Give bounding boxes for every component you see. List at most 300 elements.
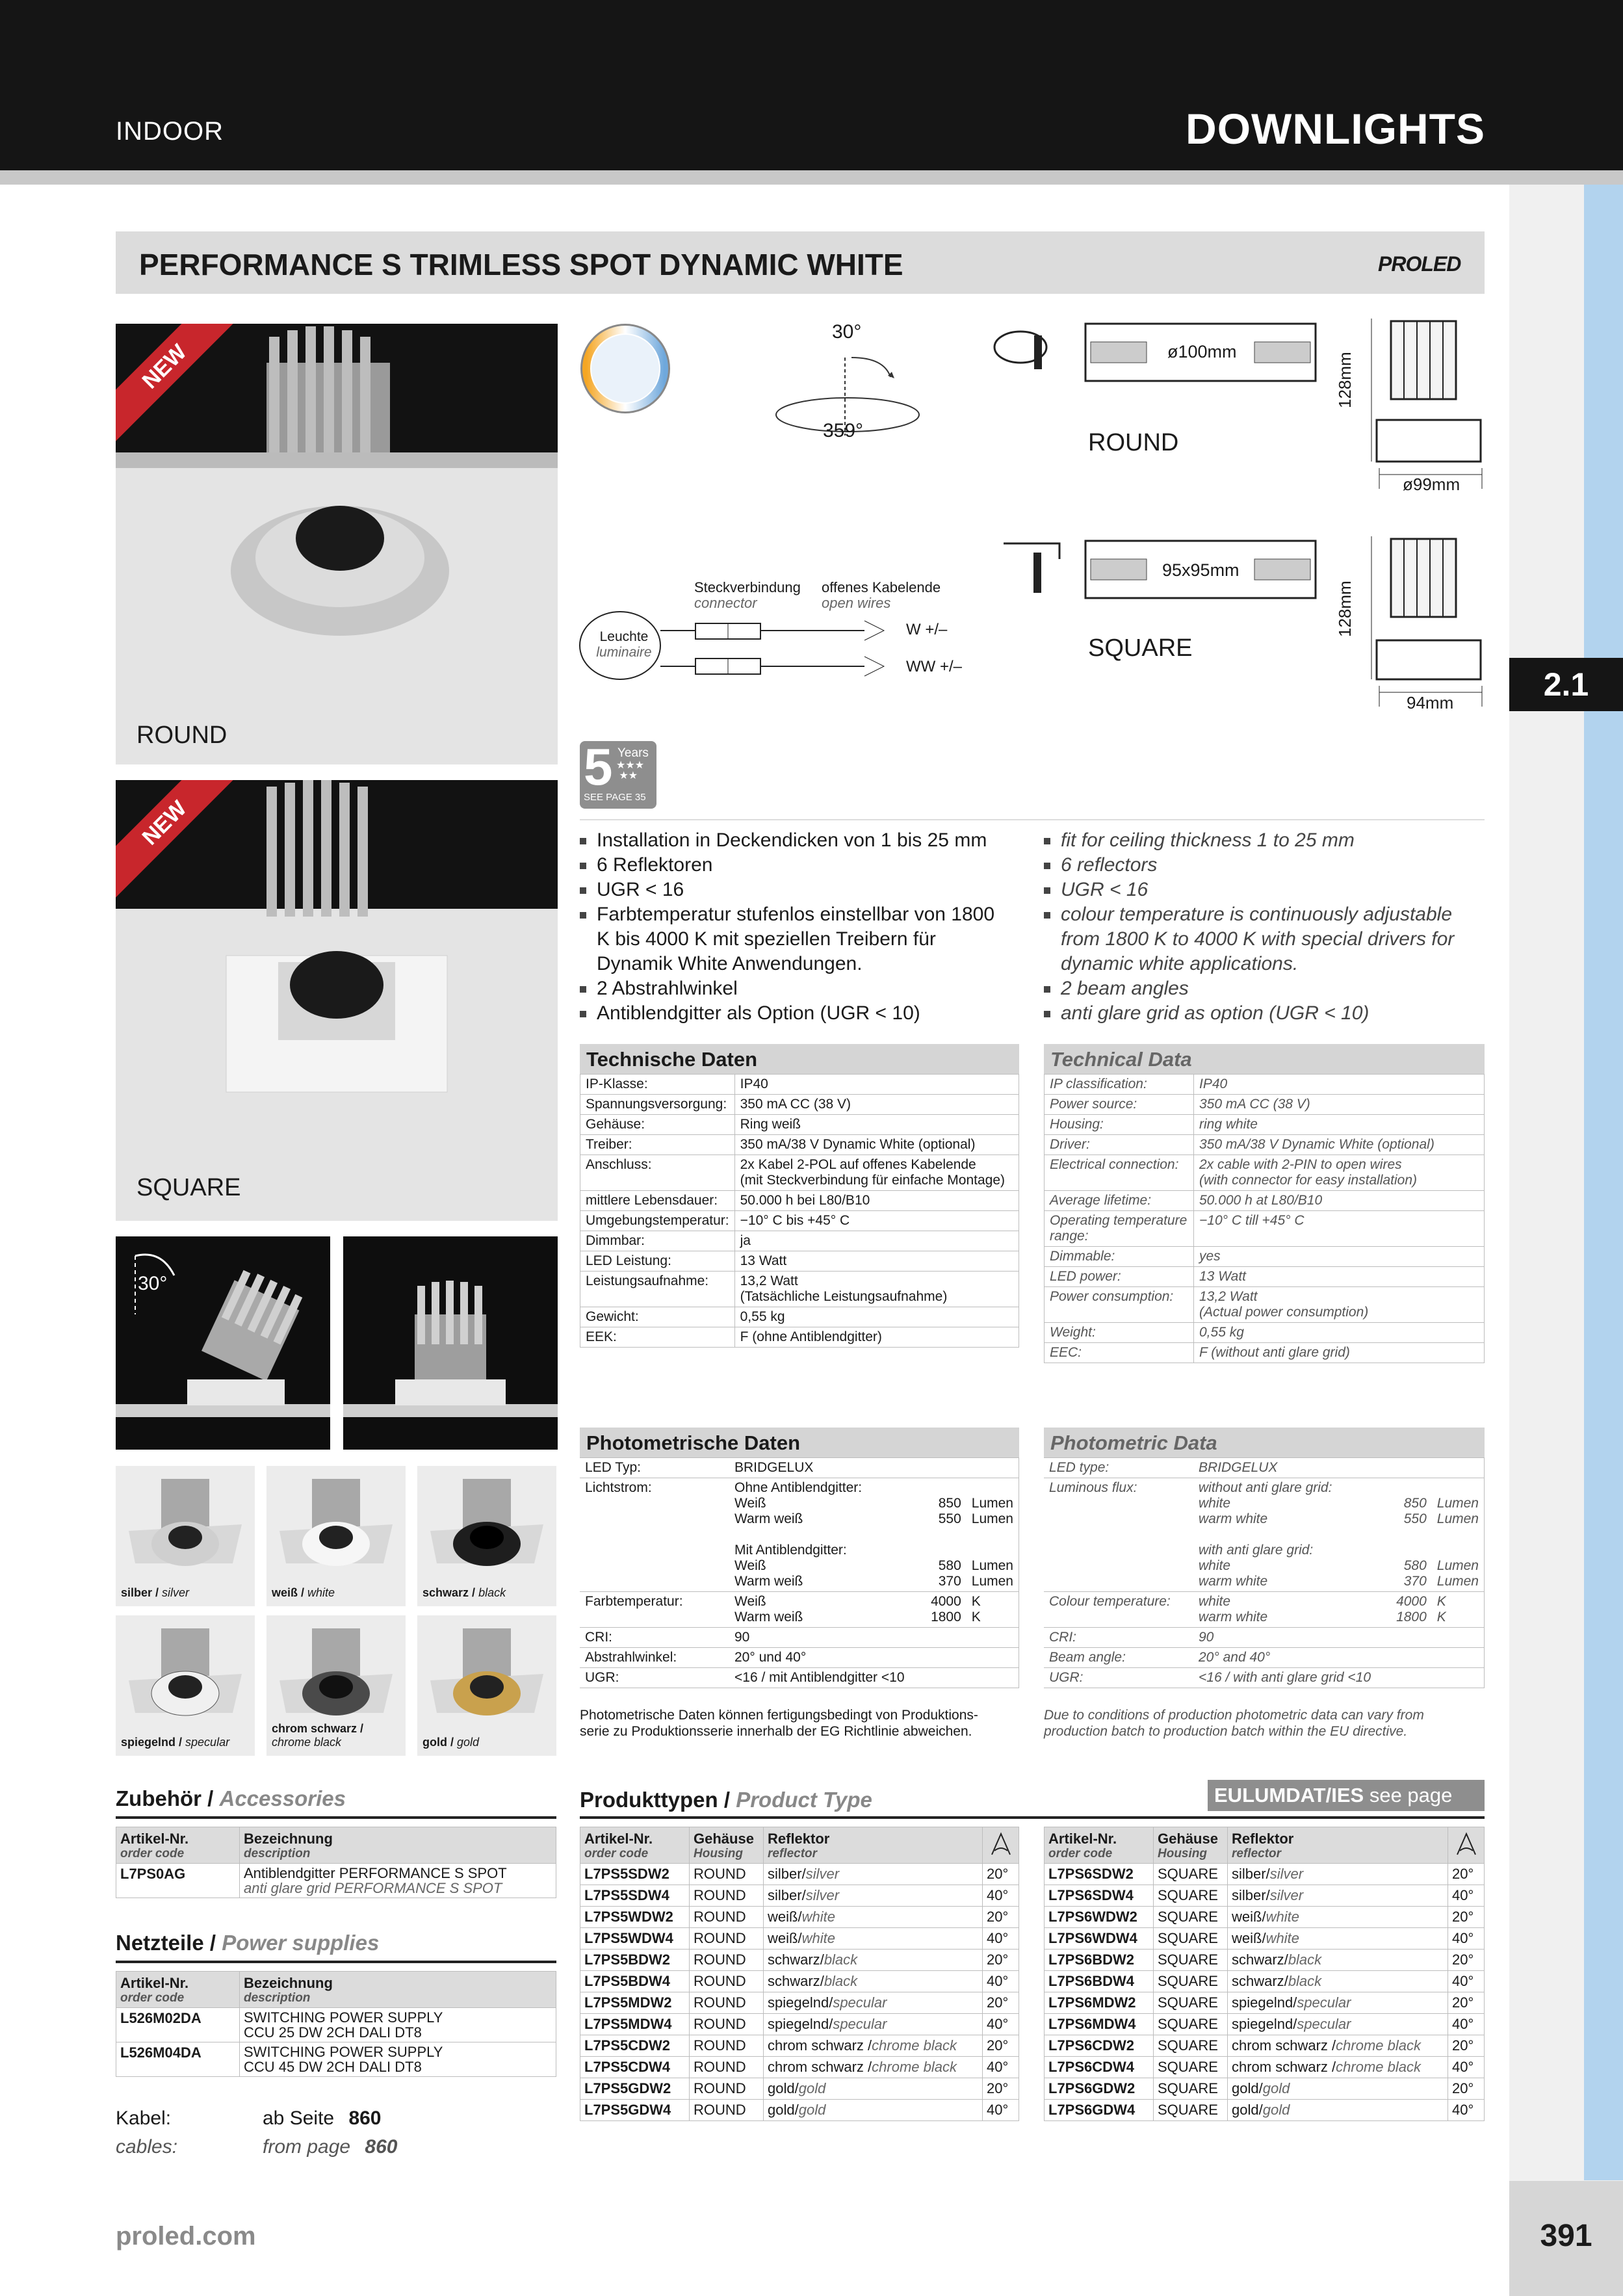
article-code: L7PS5GDW2 (580, 2078, 690, 2100)
reflector: schwarz/black (1228, 1950, 1448, 1971)
spec-value: white warm white (1193, 1592, 1380, 1628)
feature-item: 2 beam angles (1041, 976, 1490, 1001)
spec-value (915, 1648, 967, 1668)
table-row (1044, 1648, 1485, 1668)
housing: SQUARE (1154, 2078, 1228, 2100)
article-code: L7PS5SDW2 (580, 1864, 690, 1885)
table-row (1045, 1155, 1485, 1191)
spec-value: Ring weiß (734, 1115, 1019, 1135)
round-mount-icon (991, 322, 1069, 381)
chapter-color-strip (1584, 185, 1623, 2180)
spec-label: Beam angle: (1044, 1648, 1193, 1668)
col-code-header: Artikel-Nr. order code (1045, 1827, 1154, 1864)
housing: ROUND (690, 2078, 764, 2100)
table-row (580, 1115, 1019, 1135)
table-row[interactable] (580, 1885, 1019, 1907)
spec-label: Spannungsversorgung: (580, 1095, 735, 1115)
table-row[interactable] (1045, 1907, 1485, 1928)
tilt-angle-label: 30° (138, 1273, 168, 1294)
article-code: L7PS6CDW2 (1045, 2035, 1154, 2057)
feature-item: anti glare grid as option (UGR < 10) (1041, 1001, 1490, 1026)
table-row (1044, 1628, 1485, 1648)
feature-item: Installation in Deckendicken von 1 bis 25 mm (577, 828, 1000, 853)
spec-value: IP40 (734, 1075, 1019, 1095)
table-row[interactable] (1045, 1971, 1485, 1992)
beam-angle-icon (1448, 1827, 1485, 1864)
footer-url[interactable]: proled.com (116, 2222, 256, 2250)
table-row (580, 1458, 1019, 1478)
article-code: L7PS6SDW4 (1045, 1885, 1154, 1907)
straight-photo (343, 1236, 558, 1450)
spec-label: CRI: (1044, 1628, 1193, 1648)
table-header (116, 1827, 556, 1864)
new-badge: NEW (116, 324, 244, 446)
col-reflector-header: Reflektor reflector (764, 1827, 983, 1864)
spec-label: Lichtstrom: (580, 1478, 729, 1592)
connector-label: Steckverbindung connector (694, 579, 801, 611)
warranty-badge[interactable] (580, 738, 656, 809)
reflector: schwarz/black (1228, 1971, 1448, 1992)
table-header (116, 1972, 556, 2008)
spec-label: Electrical connection: (1045, 1155, 1194, 1191)
spec-value: 850 550 580 370 (1380, 1478, 1432, 1592)
reflector: gold/gold (1228, 2078, 1448, 2100)
table-row[interactable] (116, 2008, 556, 2042)
round-side-dimension-diagram (1345, 319, 1488, 494)
tech-data-heading-en: Technical Data (1044, 1044, 1485, 1074)
spec-value: 20° und 40° (729, 1648, 915, 1668)
reflector: silber/silver (764, 1864, 983, 1885)
article-code: L7PS6CDW4 (1045, 2057, 1154, 2078)
reflector: weiß/white (764, 1907, 983, 1928)
spec-value: 350 mA CC (38 V) (734, 1095, 1019, 1115)
table-header (1045, 1827, 1485, 1864)
table-row (580, 1307, 1019, 1327)
beam-angle: 40° (983, 2057, 1019, 2078)
spec-value: yes (1194, 1247, 1485, 1267)
spec-value (1380, 1648, 1432, 1668)
spec-value: 4000 1800 (1380, 1592, 1432, 1628)
article-code: L7PS5GDW4 (580, 2100, 690, 2121)
spec-label: Average lifetime: (1045, 1191, 1194, 1211)
table-row (1045, 1287, 1485, 1323)
table-row (580, 1327, 1019, 1348)
article-code: L7PS6MDW4 (1045, 2014, 1154, 2035)
spec-value: K K (1432, 1592, 1485, 1628)
spec-label: Farbtemperatur: (580, 1592, 729, 1628)
housing: ROUND (690, 2057, 764, 2078)
spec-value: <16 / with anti glare grid <10 (1193, 1668, 1380, 1688)
table-row[interactable] (580, 1950, 1019, 1971)
article-code: L7PS5MDW4 (580, 2014, 690, 2035)
table-row (580, 1272, 1019, 1307)
features-de (577, 828, 1000, 1026)
article-code: L7PS5BDW4 (580, 1971, 690, 1992)
housing: ROUND (690, 1885, 764, 1907)
tilt-angle: 30° (832, 321, 862, 343)
housing: SQUARE (1154, 1992, 1228, 2014)
spec-value: 20° and 40° (1193, 1648, 1380, 1668)
spec-label: UGR: (1044, 1668, 1193, 1688)
specular-finish-image (116, 1615, 255, 1756)
reflector: spiegelnd/specular (764, 1992, 983, 2014)
warranty-see-page: SEE PAGE 35 (584, 792, 646, 803)
housing: ROUND (690, 2035, 764, 2057)
housing: SQUARE (1154, 2057, 1228, 2078)
photometric-heading-en: Photometric Data (1044, 1428, 1485, 1457)
housing: SQUARE (1154, 2100, 1228, 2121)
product-photo-round (116, 324, 558, 764)
spec-label: EEC: (1045, 1343, 1194, 1363)
cables-ref-en: from page 860 (263, 2136, 398, 2158)
spec-value (1380, 1458, 1432, 1478)
table-row[interactable] (1045, 2057, 1485, 2078)
open-wires-label: offenes Kabelende open wires (822, 579, 941, 611)
spec-value: without anti glare grid: white warm white with anti glare grid: white warm white (1193, 1478, 1380, 1592)
spec-value: 50.000 h bei L80/B10 (734, 1191, 1019, 1211)
spec-label: EEK: (580, 1327, 735, 1348)
spec-label: LED Leistung: (580, 1251, 735, 1272)
reflector: weiß/white (1228, 1907, 1448, 1928)
square-label: SQUARE (136, 1174, 241, 1201)
housing: SQUARE (1154, 1864, 1228, 1885)
product-table-square (1044, 1827, 1485, 2121)
feature-item: UGR < 16 (1041, 878, 1490, 902)
housing: ROUND (690, 1864, 764, 1885)
swatch-caption: chrom schwarz / chrome black (272, 1722, 364, 1749)
table-row (580, 1135, 1019, 1155)
beam-angle: 40° (983, 2014, 1019, 2035)
table-row[interactable] (1045, 1928, 1485, 1950)
spec-value (1432, 1628, 1485, 1648)
wire-ww-label: WW +/– (906, 658, 963, 675)
table-row (1045, 1135, 1485, 1155)
feature-item: 6 reflectors (1041, 853, 1490, 878)
table-row[interactable] (1045, 1864, 1485, 1885)
reflector: chrom schwarz /chrome black (1228, 2057, 1448, 2078)
spec-label: Luminous flux: (1044, 1478, 1193, 1592)
table-row[interactable] (116, 1864, 556, 1898)
table-row[interactable] (116, 2042, 556, 2077)
beam-angle: 20° (1448, 1992, 1485, 2014)
tech-data-table-de (580, 1074, 1019, 1348)
silver-finish-image (116, 1466, 255, 1606)
cables-page-link[interactable]: 860 (348, 2107, 382, 2129)
square-cutout-size: 95x95mm (1162, 560, 1240, 580)
divider (580, 819, 1485, 820)
spec-value (1432, 1458, 1485, 1478)
spec-value: 0,55 kg (734, 1307, 1019, 1327)
finish-swatch-chrome-black[interactable] (266, 1615, 406, 1756)
beam-angle: 20° (983, 1907, 1019, 1928)
beam-angle: 20° (983, 1992, 1019, 2014)
table-row (580, 1668, 1019, 1688)
cables-page-link[interactable]: 860 (365, 2136, 398, 2158)
product-table-round (580, 1827, 1019, 2121)
spec-label: Driver: (1045, 1135, 1194, 1155)
reflector: silber/silver (1228, 1864, 1448, 1885)
beam-angle: 40° (983, 1971, 1019, 1992)
gold-finish-image (417, 1615, 556, 1756)
page-number: 391 (1540, 2219, 1592, 2253)
housing: SQUARE (1154, 2035, 1228, 2057)
table-row[interactable] (580, 2057, 1019, 2078)
tilted-spot-image (116, 1236, 330, 1450)
beam-angle: 20° (983, 1864, 1019, 1885)
article-code: L7PS6GDW4 (1045, 2100, 1154, 2121)
housing: ROUND (690, 1971, 764, 1992)
article-description: SWITCHING POWER SUPPLY CCU 45 DW 2CH DALI DT8 (240, 2042, 556, 2077)
square-height: 128mm (1335, 581, 1355, 637)
swatch-caption: silber / silver (121, 1586, 190, 1599)
beam-angle: 40° (1448, 2057, 1485, 2078)
spec-label: UGR: (580, 1668, 729, 1688)
table-row (580, 1095, 1019, 1115)
col-code-header: Artikel-Nr. order code (116, 1972, 240, 2008)
section-label: INDOOR (116, 117, 224, 146)
table-row (1045, 1323, 1485, 1343)
round-label: ROUND (136, 722, 227, 749)
spec-label: mittlere Lebensdauer: (580, 1191, 735, 1211)
spec-label: IP-Klasse: (580, 1075, 735, 1095)
luminaire-label: Leuchte luminaire (596, 629, 652, 660)
finish-swatch-specular[interactable] (116, 1615, 255, 1756)
housing: SQUARE (1154, 2014, 1228, 2035)
finish-swatch-silver[interactable] (116, 1466, 255, 1606)
warranty-years-number: 5 (584, 738, 613, 796)
beam-angle: 40° (1448, 1971, 1485, 1992)
warranty-stars-icon: ★★★ ★★ (616, 760, 645, 781)
divider (580, 1816, 1485, 1819)
table-row[interactable] (580, 1907, 1019, 1928)
table-row (1045, 1343, 1485, 1363)
spec-value: 13,2 Watt (Actual power consumption) (1194, 1287, 1485, 1323)
table-row[interactable] (580, 1971, 1019, 1992)
feature-item: fit for ceiling thickness 1 to 25 mm (1041, 828, 1490, 853)
table-row[interactable] (1045, 2100, 1485, 2121)
finish-swatch-gold[interactable] (417, 1615, 556, 1756)
spec-label: IP classification: (1045, 1075, 1194, 1095)
cables-ref-de: ab Seite 860 (263, 2107, 382, 2129)
table-row[interactable] (1045, 1885, 1485, 1907)
spec-label: Gewicht: (580, 1307, 735, 1327)
beam-angle: 20° (1448, 2078, 1485, 2100)
table-row[interactable] (1045, 2078, 1485, 2100)
spec-label: Operating temperature range: (1045, 1211, 1194, 1247)
beam-angle: 20° (1448, 1950, 1485, 1971)
beam-angle: 40° (1448, 1928, 1485, 1950)
product-types-heading: Produkttypen / Product Type (580, 1788, 872, 1812)
spec-value: Ohne Antiblendgitter: Weiß Warm weiß Mit Antiblendgitter: Weiß Warm weiß (729, 1478, 915, 1592)
table-row (1045, 1211, 1485, 1247)
beam-angle: 20° (983, 1950, 1019, 1971)
table-row[interactable] (580, 2035, 1019, 2057)
tilt-photo (116, 1236, 330, 1450)
col-desc-header: Bezeichnung description (240, 1972, 556, 2008)
feature-item: Antiblendgitter als Option (UGR < 10) (577, 1001, 1000, 1026)
feature-item: 6 Reflektoren (577, 853, 1000, 878)
eulumdat-badge[interactable]: EULUMDAT/IES see page (1208, 1780, 1485, 1811)
beam-angle: 40° (1448, 1885, 1485, 1907)
beam-angle: 40° (983, 1885, 1019, 1907)
housing: ROUND (690, 1950, 764, 1971)
article-code: L7PS5BDW2 (580, 1950, 690, 1971)
col-desc-header: Bezeichnung description (240, 1827, 556, 1864)
spec-value: 2x Kabel 2-POL auf offenes Kabelende (mit Steckverbindung für einfache Montage) (734, 1155, 1019, 1191)
spec-label: Anschluss: (580, 1155, 735, 1191)
spec-label: Leistungsaufnahme: (580, 1272, 735, 1307)
housing: SQUARE (1154, 1885, 1228, 1907)
table-row[interactable] (580, 1928, 1019, 1950)
table-row (580, 1592, 1019, 1628)
spec-value: 50.000 h at L80/B10 (1194, 1191, 1485, 1211)
table-header (580, 1827, 1019, 1864)
reflector: spiegelnd/specular (1228, 1992, 1448, 2014)
table-row (1045, 1247, 1485, 1267)
tech-data-heading: Technische Daten (580, 1044, 1019, 1074)
spec-value: ja (734, 1231, 1019, 1251)
col-housing-header: Gehäuse Housing (690, 1827, 764, 1864)
spec-value: 2x cable with 2-PIN to open wires (with connector for easy installation) (1194, 1155, 1485, 1191)
table-row (580, 1211, 1019, 1231)
spec-label: Abstrahlwinkel: (580, 1648, 729, 1668)
spec-label: Colour temperature: (1044, 1592, 1193, 1628)
reflector: chrom schwarz /chrome black (764, 2035, 983, 2057)
accessories-heading: Zubehör / Accessories (116, 1786, 346, 1810)
spec-value: 850 550 580 370 (915, 1478, 967, 1592)
housing: ROUND (690, 1928, 764, 1950)
table-row (1044, 1478, 1485, 1592)
spec-value: 13 Watt (1194, 1267, 1485, 1287)
brand-logo: PROLED (1378, 252, 1461, 276)
housing: SQUARE (1154, 1907, 1228, 1928)
housing: ROUND (690, 2100, 764, 2121)
reflector: silber/silver (1228, 1885, 1448, 1907)
article-code: L526M04DA (116, 2042, 240, 2077)
table-row[interactable] (580, 2078, 1019, 2100)
table-row[interactable] (1045, 2014, 1485, 2035)
article-description: SWITCHING POWER SUPPLY CCU 25 DW 2CH DALI DT8 (240, 2008, 556, 2042)
table-row[interactable] (580, 2100, 1019, 2121)
spec-value (1380, 1668, 1432, 1688)
feature-item: 2 Abstrahlwinkel (577, 976, 1000, 1001)
article-code: L7PS6MDW2 (1045, 1992, 1154, 2014)
spec-value: BRIDGELUX (1193, 1458, 1380, 1478)
housing: SQUARE (1154, 1928, 1228, 1950)
beam-angle-icon (983, 1827, 1019, 1864)
table-row (580, 1155, 1019, 1191)
table-row (580, 1231, 1019, 1251)
product-photo-square (116, 780, 558, 1221)
table-row[interactable] (580, 1864, 1019, 1885)
housing: ROUND (690, 2014, 764, 2035)
new-badge: NEW (116, 780, 244, 902)
spec-value: BRIDGELUX (729, 1458, 915, 1478)
spec-label: Housing: (1045, 1115, 1194, 1135)
spec-value: Weiß Warm weiß (729, 1592, 915, 1628)
table-row (580, 1628, 1019, 1648)
spec-label: Power consumption: (1045, 1287, 1194, 1323)
spec-value: K K (967, 1592, 1019, 1628)
table-row[interactable] (580, 1992, 1019, 2014)
table-row[interactable] (1045, 1950, 1485, 1971)
article-code: L7PS6WDW2 (1045, 1907, 1154, 1928)
header-divider (0, 170, 1623, 185)
col-code-header: Artikel-Nr. order code (116, 1827, 240, 1864)
beam-angle: 20° (983, 2078, 1019, 2100)
spec-value: 350 mA/38 V Dynamic White (optional) (734, 1135, 1019, 1155)
article-code: L7PS6WDW4 (1045, 1928, 1154, 1950)
swatch-caption: spiegelnd / specular (121, 1736, 230, 1749)
round-diagram-label: ROUND (1088, 429, 1179, 456)
article-description: Antiblendgitter PERFORMANCE S SPOT anti glare grid PERFORMANCE S SPOT (240, 1864, 556, 1898)
round-downlight-image (116, 324, 558, 764)
table-row (1045, 1095, 1485, 1115)
product-title: PERFORMANCE S TRIMLESS SPOT DYNAMIC WHITE (139, 248, 903, 281)
chapter-tab[interactable]: 2.1 (1509, 658, 1623, 711)
spec-value: 13 Watt (734, 1251, 1019, 1272)
spec-value (1432, 1668, 1485, 1688)
spec-value (915, 1668, 967, 1688)
wire-w-label: W +/– (906, 621, 948, 638)
divider (116, 1816, 556, 1819)
table-row[interactable] (1045, 2035, 1485, 2057)
reflector: silber/silver (764, 1885, 983, 1907)
housing: SQUARE (1154, 1971, 1228, 1992)
black-finish-image (417, 1466, 556, 1606)
spec-value: −10° C till +45° C (1194, 1211, 1485, 1247)
table-row (1044, 1592, 1485, 1628)
housing: ROUND (690, 1907, 764, 1928)
cables-label-de: Kabel: (116, 2107, 172, 2129)
table-row[interactable] (1045, 1992, 1485, 2014)
spec-label: LED Typ: (580, 1458, 729, 1478)
article-code: L7PS6BDW2 (1045, 1950, 1154, 1971)
spec-label: LED power: (1045, 1267, 1194, 1287)
photometric-note-de: Photometrische Daten können fertigungsbedingt von Produktions- serie zu Produktionsserie innerhalb der EG Richtlinie abweichen. (580, 1708, 978, 1739)
table-row[interactable] (580, 2014, 1019, 2035)
table-row (1045, 1191, 1485, 1211)
tech-data-table-en (1044, 1074, 1485, 1363)
article-code: L7PS0AG (116, 1864, 240, 1898)
spec-value: ring white (1194, 1115, 1485, 1135)
finish-swatch-white[interactable] (266, 1466, 406, 1606)
photometric-table-de (580, 1457, 1019, 1688)
straight-spot-image (343, 1236, 558, 1450)
white-finish-image (266, 1466, 406, 1606)
spec-label: CRI: (580, 1628, 729, 1648)
spec-value: IP40 (1194, 1075, 1485, 1095)
swatch-caption: schwarz / black (422, 1586, 506, 1599)
square-side-dimension-diagram (1345, 536, 1488, 712)
article-code: L7PS5CDW4 (580, 2057, 690, 2078)
feature-item: Farbtemperatur stufenlos einstellbar von 1800 K bis 4000 K mit speziellen Treibern für Dynamik White Anwendungen. (577, 902, 1000, 976)
round-diameter: ø99mm (1403, 475, 1461, 494)
square-diagram-label: SQUARE (1088, 634, 1193, 662)
spec-value: 350 mA/38 V Dynamic White (optional) (1194, 1135, 1485, 1155)
spec-label: Umgebungstemperatur: (580, 1211, 735, 1231)
square-mount-icon (1001, 540, 1066, 605)
round-height: 128mm (1335, 352, 1355, 408)
housing: ROUND (690, 1992, 764, 2014)
table-row (580, 1478, 1019, 1592)
article-code: L7PS5SDW4 (580, 1885, 690, 1907)
article-code: L7PS5MDW2 (580, 1992, 690, 2014)
finish-swatch-black[interactable] (417, 1466, 556, 1606)
spec-value: Lumen Lumen Lumen Lumen (967, 1478, 1019, 1592)
beam-angle: 20° (1448, 1864, 1485, 1885)
article-code: L7PS5CDW2 (580, 2035, 690, 2057)
